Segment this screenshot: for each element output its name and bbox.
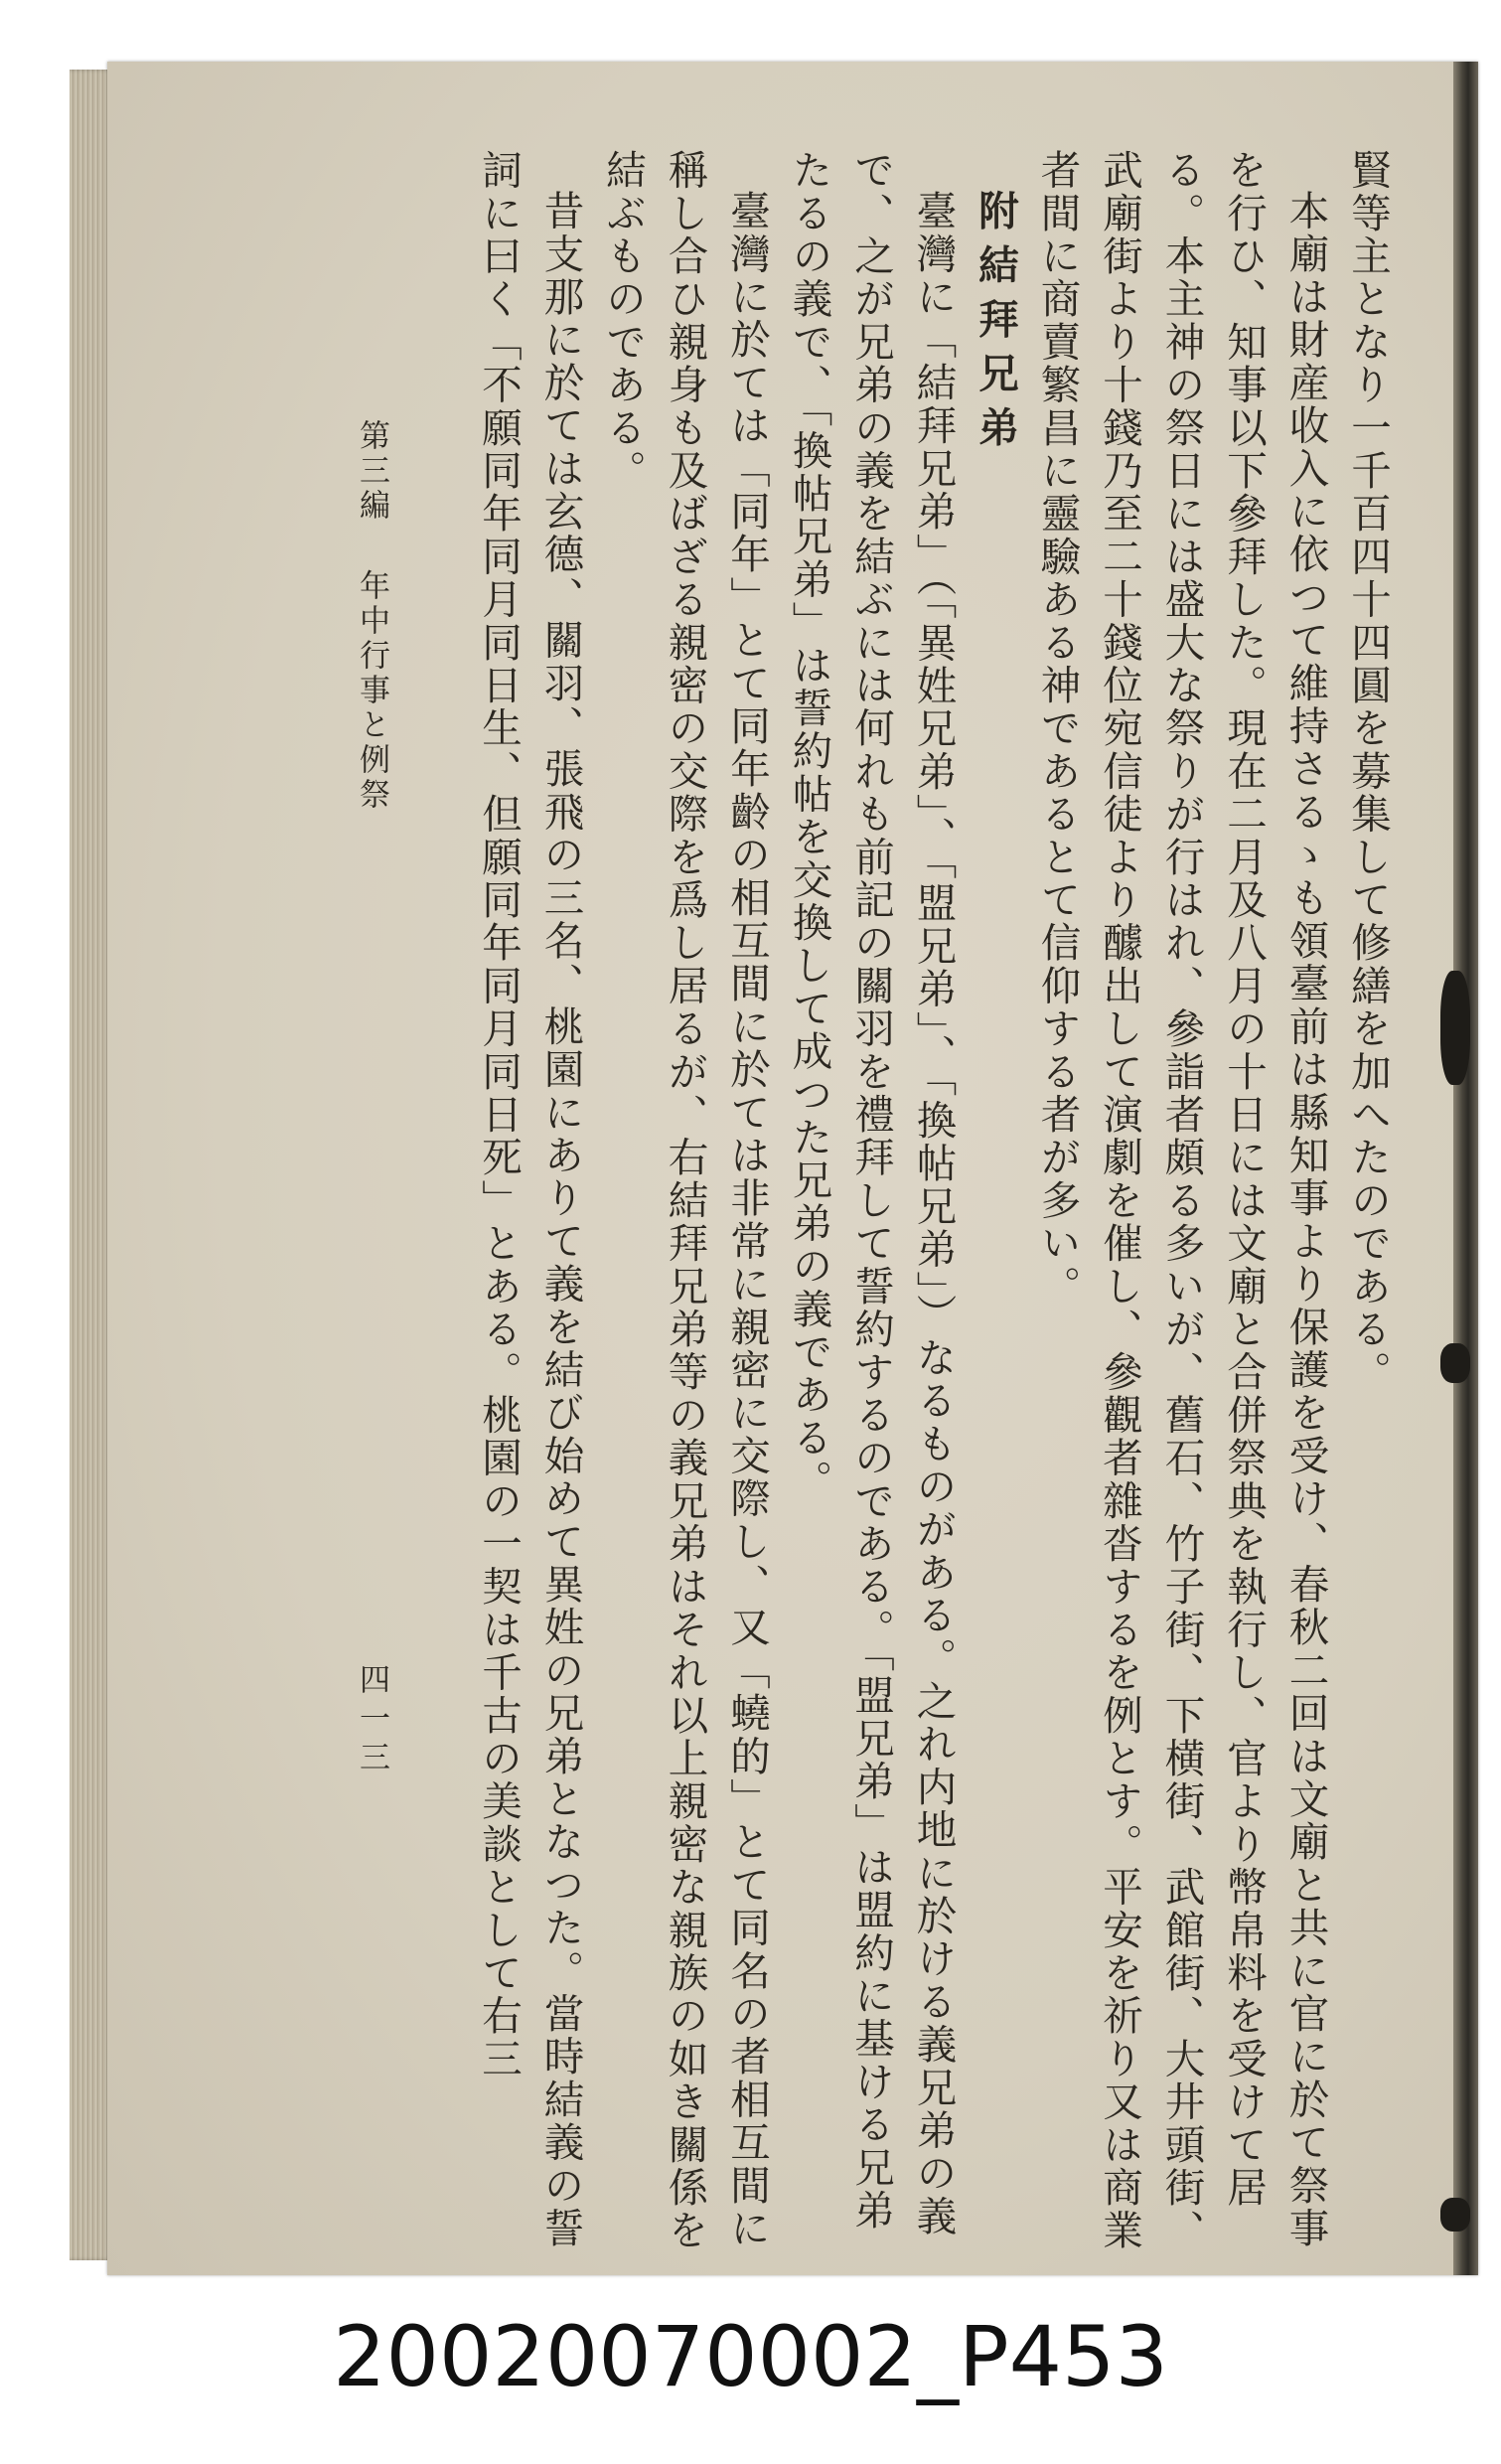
paragraph: 臺灣に於ては「同年」とて同年齡の相互間に於ては非常に親密に交際し、又「蟯的」とて同名の者相互間に稱し合ひ親身も及ばざる親密の交際を爲し居るが、右結拜兄弟等の義兄弟はそれ以上親密な親族の如き關係を結ぶものである。 xyxy=(599,149,771,2252)
binding-gutter xyxy=(1453,62,1478,2275)
paragraph: 本廟は財産收入に依つて維持さるゝも領臺前は縣知事より保護を受け、春秋二回は文廟と共に官に於て祭事を行ひ、知事以下參拜した。現在二月及八月の十日には文廟と合併祭典を執行し、官より幣帛料を受けて居る。本主神の祭日には盛大な祭りが行はれ、參詣者頗る多いが、舊石、竹子街、下横街、武館街、大井頭街、武廟街より十錢乃至二十錢位宛信徒より醵出して演劇を催し、參觀者雜沓するを例とす。平安を祈り又は商業者間に商賣繁昌に靈驗ある神であるとて信仰する者が多い。 xyxy=(1033,149,1330,2252)
running-head-chapter: 年中行事と例祭 xyxy=(354,569,389,813)
paragraph: 臺灣に「結拜兄弟」（「異姓兄弟」、「盟兄弟」、「換帖兄弟」）なるものがある。之れ内地に於ける義兄弟の義で、之が兄弟の義を結ぶには何れも前記の關羽を禮拜して誓約するのである。「盟兄弟」は盟約に基ける兄弟たるの義で、「換帖兄弟」は誓約帖を交換して成つた兄弟の義である。 xyxy=(785,149,958,2237)
book-page xyxy=(107,62,1478,2275)
paragraph: 昔支那に於ては玄德、關羽、張飛の三名、桃園にありて義を結び始めて異姓の兄弟となつた。當時結義の誓詞に曰く「不願同年同月同日生、但願同年同月同日死」とある。桃園の一契は千古の美談として右三 xyxy=(475,149,585,2250)
section-heading: 附結拜兄弟 xyxy=(972,189,1019,460)
reference-id: 20020070002_P453 xyxy=(333,2308,1168,2405)
page-number: 四一三 xyxy=(354,1663,389,1779)
running-head-part: 第三編 xyxy=(354,419,389,524)
running-head xyxy=(350,419,394,813)
paragraph: 賢等主となり一千百四十四圓を募集して修繕を加へたのである。 xyxy=(1344,149,1392,1394)
binding-hole xyxy=(1440,1343,1470,1383)
binding-hole xyxy=(1440,2198,1470,2232)
body-text xyxy=(468,149,1400,2255)
binding-hole xyxy=(1440,971,1470,1085)
scanned-page xyxy=(70,62,1501,2275)
